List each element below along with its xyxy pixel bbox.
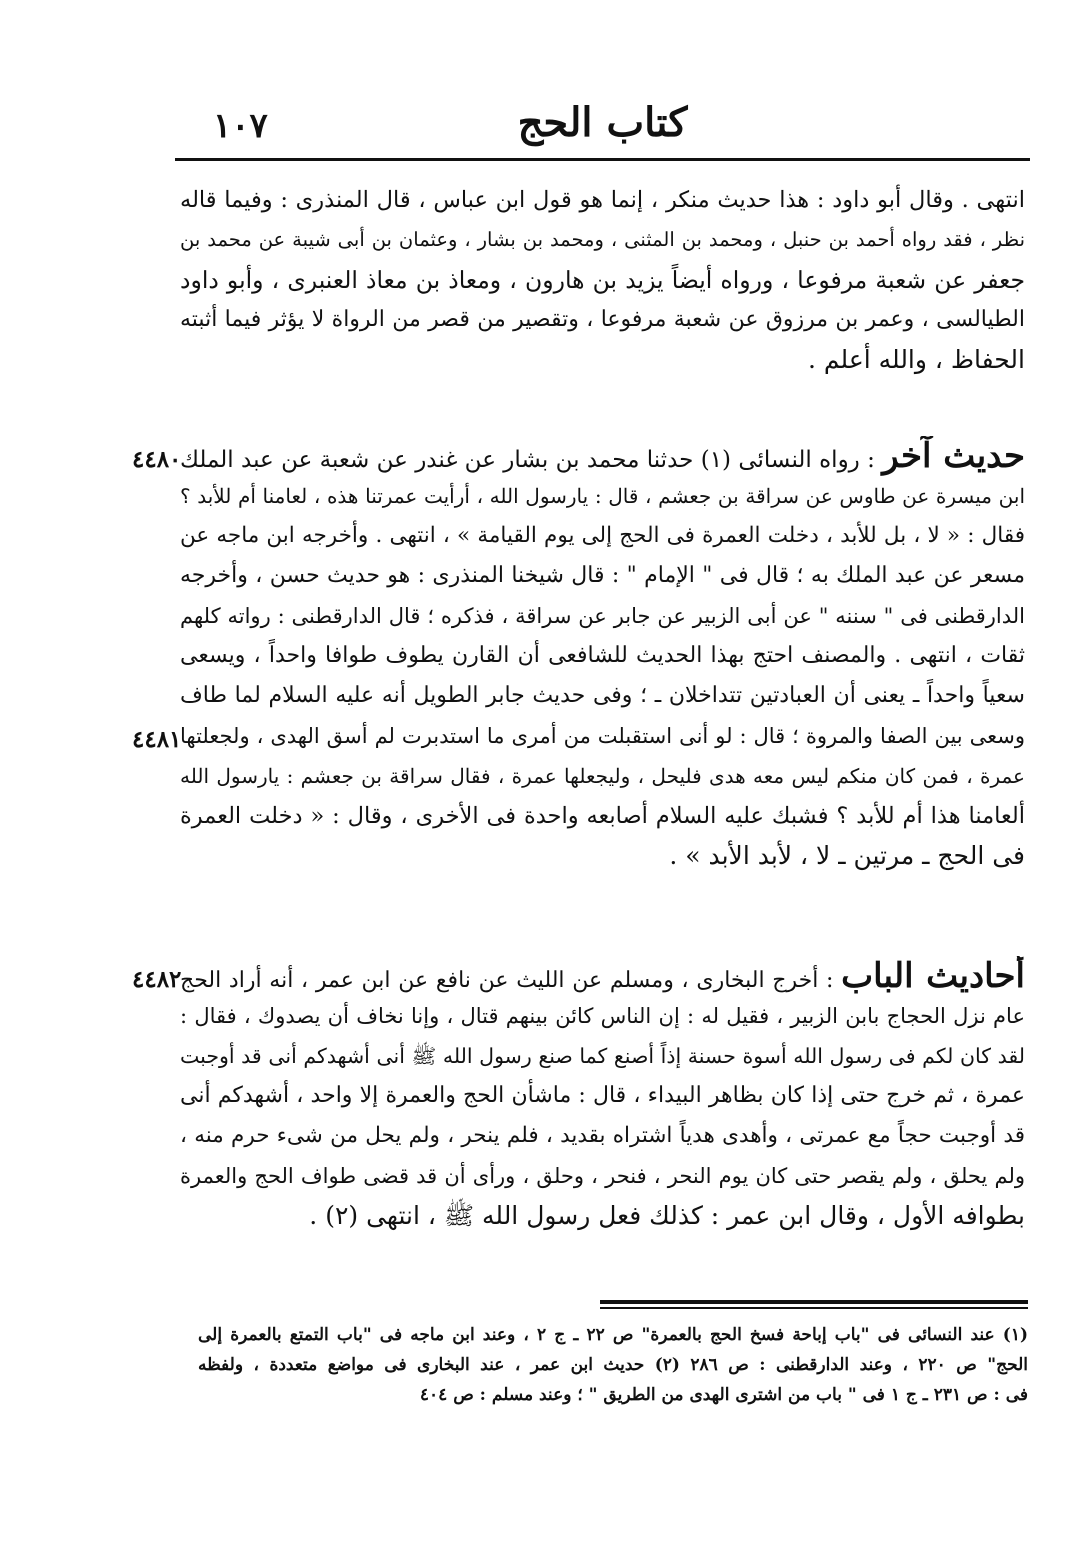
paragraph-continuation [180,180,1025,380]
footnote-rule [600,1300,1028,1304]
heading-continuation: : رواه النسائى (١) حدثنا محمد بن بشار عن غندر عن شعبة عن عبد الملك [180,447,875,473]
text-line: عمرة ، فمن كان منكم ليس معه هدى فليحل ، وليجعلها عمرة ، فقال سراقة بن جعشم : يارسول الله [180,764,1025,788]
text-line-first [180,956,1025,996]
footnote-rule-thin [600,1307,1028,1309]
text-line: الدارقطنى فى " سننه " عن أبى الزبير عن جابر عن سراقة ، فذكره ؛ قال الدارقطنى : رواته كلهم [180,604,1025,628]
text-line: ابن ميسرة عن طاوس عن سراقة بن جعشم ، قال : يارسول الله ، أرأيت عمرتنا هذه ، لعامنا أم للأبد ؟ [180,484,1025,508]
paragraph-ahadith-al-bab [180,956,1025,1236]
hadith-number: ٤٤٨٠ [132,446,182,473]
footnote-line: الحج" ص ٢٢٠ ، وعند الدارقطنى : ص ٢٨٦ (٢) حديث ابن عمر ، عند البخارى فى مواضع متعددة ، ولفظه [198,1355,1028,1375]
text-line: الحفاظ ، والله أعلم . [808,345,1025,374]
text-line: وسعى بين الصفا والمروة ؛ قال : لو أنى استقبلت من أمرى ما استدبرت لم أسق الهدى ، ولجعلتها [180,724,1025,748]
heading-continuation: : أخرج البخارى ، ومسلم عن الليث عن نافع عن ابن عمر ، أنه أراد الحج [180,968,834,993]
header-rule [175,158,1030,161]
hadith-number: ٤٤٨٢ [132,966,182,993]
text-line: جعفر عن شعبة مرفوعا ، ورواه أيضاً يزيد بن هارون ، ومعاذ بن معاذ العنبرى ، وأبو داود [180,266,1025,294]
text-line: سعياً واحداً ـ يعنى أن العبادتين تتداخلان ـ ؛ وفى حديث جابر الطويل أنه عليه السلام لما طاف [180,683,1025,708]
paragraph-hadith-akhar [180,436,1025,876]
text-line: مسعر عن عبد الملك به ؛ قال فى " الإمام " : قال شيخنا المنذرى : هو حديث حسن ، وأخرجه [180,563,1025,588]
footnotes [198,1320,1028,1410]
footnote-line: (١) عند النسائى فى "باب إباحة فسخ الحج بالعمرة" ص ٢٢ ـ ج ٢ ، وعند ابن ماجه فى "باب التمتع بالعمرة إلى [198,1325,1028,1345]
section-heading: حديث آخر [882,436,1025,476]
text-line: انتهى . وقال أبو داود : هذا حديث منكر ، إنما هو قول ابن عباس ، قال المنذرى : وفيما قاله [180,187,1025,213]
text-line: بطوافه الأول ، وقال ابن عمر : كذلك فعل رسول الله ﷺ ، انتهى (٢) . [309,1201,1025,1230]
text-line: ثقات ، انتهى . والمصنف احتج بهذا الحديث للشافعى أن القارن يطوف طوافا واحداً ، ويسعى [180,643,1025,668]
text-line: فقال : « لا ، بل للأبد ، دخلت العمرة فى الحج إلى يوم القيامة » ، انتهى . وأخرجه ابن ماجه عن [180,523,1025,548]
text-line-first [180,436,1025,476]
section-heading: أحاديث الباب [841,956,1025,996]
page-header [175,96,1030,156]
page-number: ١٠٧ [213,106,268,146]
text-line: ألعامنا هذا أم للأبد ؟ فشبك عليه السلام أصابعه واحدة فى الأخرى ، وقال : « دخلت العمرة [180,803,1025,829]
hadith-number: ٤٤٨١ [132,726,182,753]
text-line: الطيالسى ، وعمر بن مرزوق عن شعبة مرفوعا ، وتقصير من قصر من الرواة لا يؤثر فيما أثبته [180,307,1025,332]
text-line: عمرة ، ثم خرج حتى إذا كان بظاهر البيداء ، قال : ماشأن الحج والعمرة إلا واحد ، أشهدكم أنى [180,1083,1025,1108]
text-line: عام نزل الحجاج بابن الزبير ، فقيل له : إن الناس كائن بينهم قتال ، وإنا نخاف أن يصدوك ، فقال : [180,1004,1025,1028]
text-line: ولم يحلق ، ولم يقصر حتى كان يوم النحر ، فنحر ، وحلق ، ورأى أن قد قضى طواف الحج والعمرة [180,1164,1025,1188]
footnote-line: فى : ص ٢٣١ ـ ج ١ فى " باب من اشترى الهدى من الطريق " ؛ وعند مسلم : ص ٤٠٤ [419,1385,1028,1405]
text-line: قد أوجبت حجاً مع عمرتى ، وأهدى هدياً اشتراه بقديد ، فلم ينحر ، ولم يحل من شىء حرم منه ، [180,1123,1025,1148]
text-line: لقد كان لكم فى رسول الله أسوة حسنة إذاً أصنع كما صنع رسول الله ﷺ أنى أشهدكم أنى قد أوجبت [180,1044,1025,1068]
running-title: كتاب الحج [517,99,688,146]
text-line: نظر ، فقد رواه أحمد بن حنبل ، ومحمد بن المثنى ، ومحمد بن بشار ، وعثمان بن أبى شيبة عن محمد بن [180,228,1025,251]
text-line: فى الحج ـ مرتين ـ لا ، لأبد الأبد » . [669,841,1025,870]
